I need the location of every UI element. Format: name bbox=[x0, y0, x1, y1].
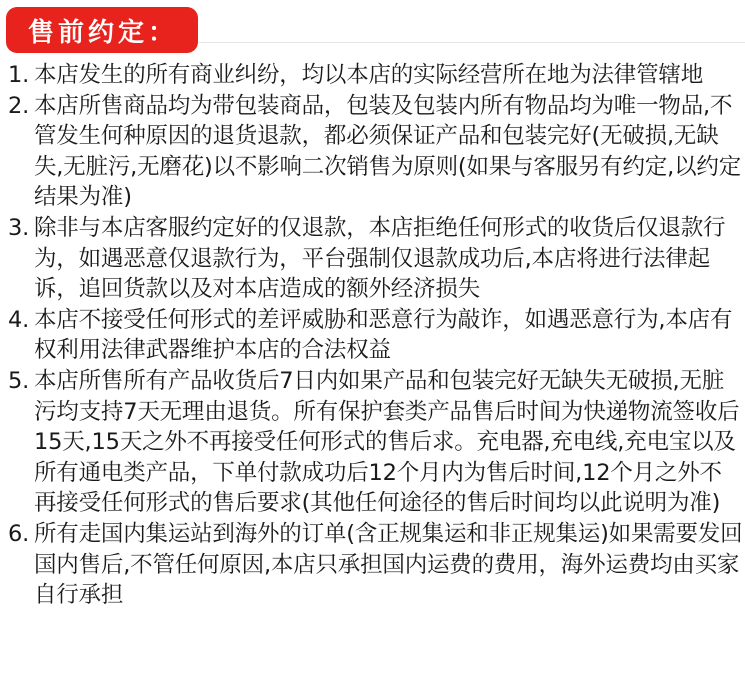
term-text: 本店所售商品均为带包装商品，包装及包装内所有物品均为唯一物品,不管发生何种原因的退货退款，都必须保证产品和包装完好(无破损,无缺失,无脏污,无磨花)以不影响二次销售为原则(如果与客服另有约定,以约定结果为准) bbox=[34, 92, 742, 211]
term-number: 1. bbox=[8, 62, 30, 88]
term-item-3 bbox=[8, 213, 744, 305]
term-item-2 bbox=[8, 91, 744, 213]
term-item-5 bbox=[8, 366, 744, 519]
term-text: 本店发生的所有商业纠纷，均以本店的实际经营所在地为法律管辖地 bbox=[34, 62, 704, 88]
term-item-6 bbox=[8, 519, 744, 611]
term-text: 本店所售所有产品收货后7日内如果产品和包装完好无缺失无破损,无脏污均支持7天无理由退货。所有保护套类产品售后时间为快递物流签收后15天,15天之外不再接受任何形式的售后求。充电器,充电线,充电宝以及所有通电类产品，下单付款成功后12个月内为售后时间,12个月之外不再接受任何形式的售后要求(其他任何途径的售后时间均以此说明为准) bbox=[34, 367, 740, 517]
term-number: 5. bbox=[8, 367, 30, 394]
term-item-1 bbox=[8, 60, 744, 91]
term-item-4 bbox=[8, 305, 744, 366]
header-badge bbox=[6, 7, 198, 53]
term-text: 本店不接受任何形式的差评威胁和恶意行为敲诈，如遇恶意行为,本店有权利用法律武器维护本店的合法权益 bbox=[34, 306, 733, 364]
term-number: 3. bbox=[8, 214, 30, 241]
terms-list bbox=[8, 60, 744, 611]
term-number: 6. bbox=[8, 520, 30, 547]
term-text: 除非与本店客服约定好的仅退款，本店拒绝任何形式的收货后仅退款行 为，如遇恶意仅退款行为，平台强制仅退款成功后,本店将进行法律起诉，追回货款以及对本店造成的额外经济损失 bbox=[34, 214, 726, 303]
header-divider bbox=[198, 42, 745, 43]
page-title: 售前约定： bbox=[28, 17, 179, 48]
term-number: 2. bbox=[8, 92, 30, 119]
term-number: 4. bbox=[8, 306, 30, 333]
term-text: 所有走国内集运站到海外的订单(含正规集运和非正规集运)如果需要发回国内售后,不管任何原因,本店只承担国内运费的费用，海外运费均由买家自行承担 bbox=[34, 520, 743, 609]
